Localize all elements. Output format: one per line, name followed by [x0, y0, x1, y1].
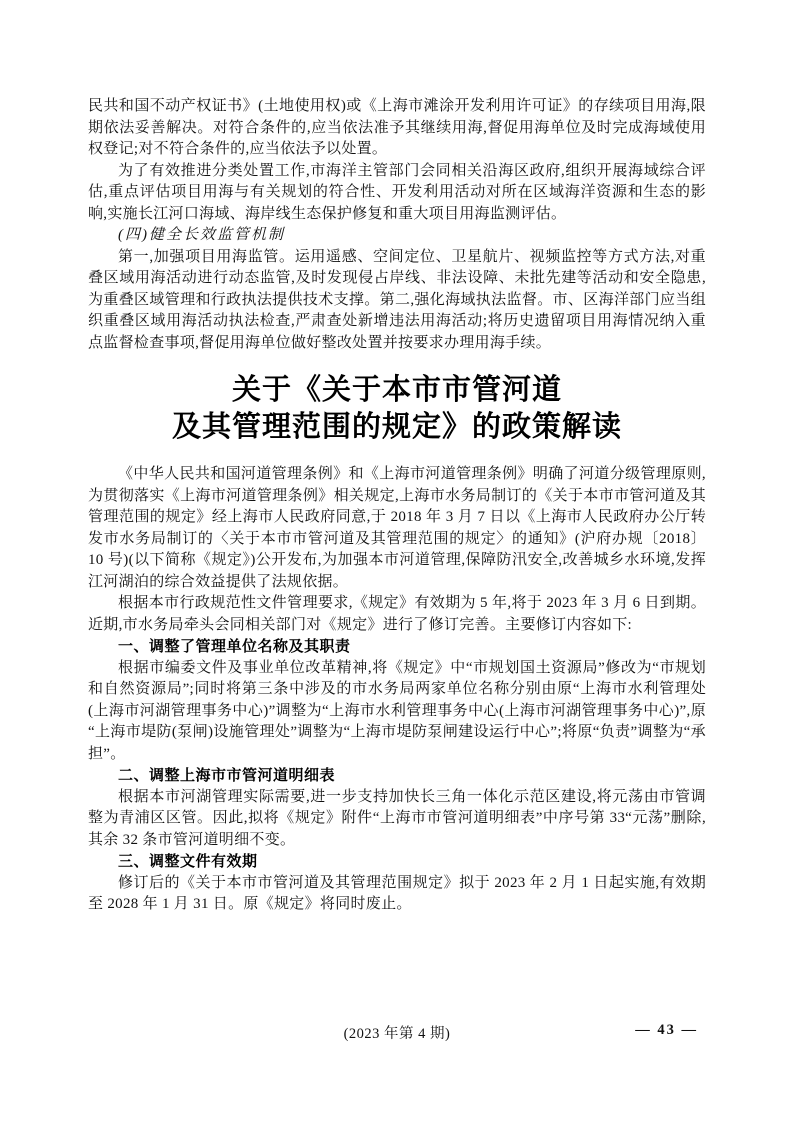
continuation-paragraph: 民共和国不动产权证书》(土地使用权)或《上海市滩涂开发利用许可证》的存续项目用海,限期依法妥善解决。对符合条件的,应当依法准予其继续用海,督促用海单位及时完成海域使用权登记;对不符合条件的,应当依法予以处置。 [88, 98, 706, 157]
section-3-heading: 三、调整文件有效期 [118, 853, 258, 870]
revision-overview-paragraph: 根据本市行政规范性文件管理要求,《规定》有效期为 5 年,将于 2023 年 3 月 6 日到期。近期,市水务局牵头会同相关部门对《规定》进行了修订完善。主要修订内容如下: [88, 595, 706, 633]
top-section [88, 96, 706, 354]
article-title-line-2: 及其管理范围的规定》的政策解读 [171, 411, 622, 443]
classification-paragraph: 为了有效推进分类处置工作,市海洋主管部门会同相关沿海区政府,组织开展海域综合评估,重点评估项目用海与有关规划的符合性、开发利用活动对所在区域海洋资源和生态的影响,实施长江河口海域、海岸线生态保护修复和重大项目用海监测评估。 [88, 162, 706, 222]
section-3-body: 修订后的《关于本市市管河道及其管理范围规定》拟于 2023 年 2 月 1 日起实施,有效期至 2028 年 1 月 31 日。原《规定》将同时废止。 [88, 874, 706, 912]
section-2-heading: 二、调整上海市市管河道明细表 [118, 767, 336, 784]
page-number: — 43 — [635, 1022, 698, 1038]
intro-paragraph: 《中华人民共和国河道管理条例》和《上海市河道管理条例》明确了河道分级管理原则,为贯彻落实《上海市河道管理条例》相关规定,上海市水务局制订的《关于本市市管河道及其管理范围的规定》经上海市人民政府同意,于 2018 年 3 月 7 日以《上海市人民政府办公厅转发市水务局制订的〈关于本市市管河道及其管理范围的规定〉的通知》(沪府办规〔2018〕10 号)(以下简称《规定》)公开发布,为加强本市河道管理,保障防汛安全,改善城乡水环境,发挥江河湖泊的综合效益提供了法规依据。 [88, 466, 706, 590]
page-footer [88, 1022, 706, 1042]
section-2-body: 根据本市河湖管理实际需要,进一步支持加快长三角一体化示范区建设,将元荡由市管调整为青浦区区管。因此,拟将《规定》附件“上海市市管河道明细表”中序号第 33“元荡”删除,其余 32 条市管河道明细不变。 [88, 788, 706, 848]
kai-subheading: (四)健全长效监管机制 [118, 227, 285, 243]
section-1-body: 根据市编委文件及事业单位改革精神,将《规定》中“市规划国土资源局”修改为“市规划和自然资源局”;同时将第三条中涉及的市水务局两家单位名称分别由原“上海市水利管理处(上海市河湖管理事务中心)”调整为“上海市水利管理事务中心(上海市河湖管理事务中心)”,原“上海市堤防(泵闸)设施管理处”调整为“上海市堤防泵闸建设运行中心”;将原“负责”调整为“承担”。 [88, 659, 706, 762]
supervision-paragraph: 第一,加强项目用海监管。运用遥感、空间定位、卫星航片、视频监控等方式方法,对重叠区域用海活动进行动态监管,及时发现侵占岸线、非法设障、未批先建等活动和安全隐患,为重叠区域管理和行政执法提供技术支撑。第二,强化海域执法监督。市、区海洋部门应当组织重叠区域用海活动执法检查,严肃查处新增违法用海活动;将历史遗留项目用海情况纳入重点监督检查事项,督促用海单位做好整改处置并按要求办理用海手续。 [88, 248, 706, 351]
section-1-heading: 一、调整了管理单位名称及其职责 [118, 638, 351, 655]
article-title-line-1: 关于《关于本市市管河道 [231, 374, 562, 406]
article-title [88, 372, 706, 446]
journal-issue: (2023 年第 4 期) [343, 1026, 451, 1042]
article-body [88, 464, 706, 916]
